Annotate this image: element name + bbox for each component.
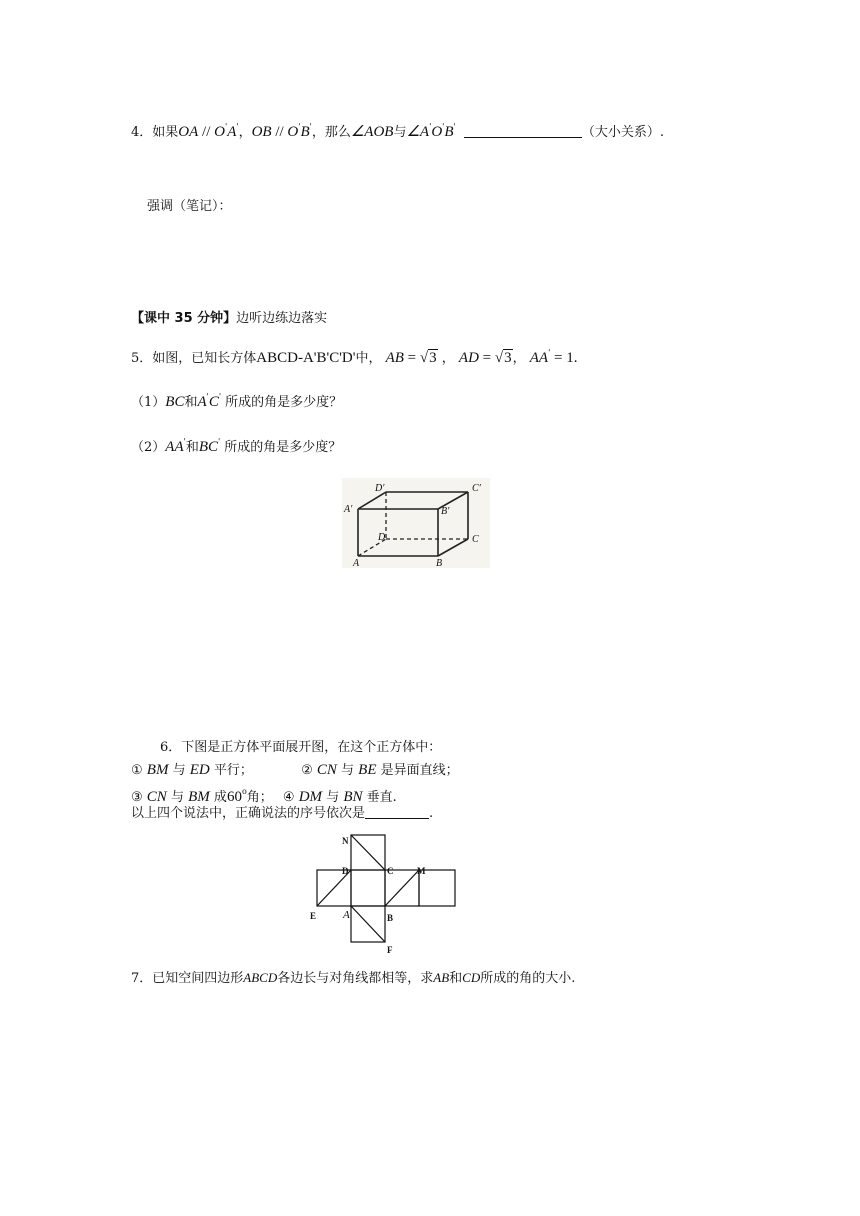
label-a: A [353, 558, 360, 568]
label-b: B [436, 558, 443, 568]
q4-prime-2: ' [236, 122, 239, 131]
q7-abcd: ABCD [243, 970, 278, 985]
q4-prime-6: ' [442, 122, 445, 131]
q4-a1: A [227, 124, 237, 140]
q7-end: 所成的角的大小. [480, 971, 576, 986]
s1-end: 平行； [213, 763, 253, 778]
q4-comma: ， [238, 125, 252, 140]
s3-form: 成 [213, 790, 227, 805]
label-a-prime: A′ [344, 504, 353, 515]
q5-radicand-1: 3 [429, 350, 437, 366]
q5-p2-prime-a: ' [183, 437, 186, 446]
net-label-d: D [342, 866, 349, 876]
q7-and: 和 [449, 971, 463, 986]
q5-eq-1: = [403, 350, 420, 366]
s1-bm: BM [146, 762, 169, 778]
s3-number: ③ [131, 790, 143, 805]
q5-eq-2: = [478, 350, 495, 366]
net-label-n: N [342, 836, 349, 846]
net-label-f: F [387, 945, 393, 955]
q6-conclusion-end: . [429, 806, 434, 821]
q5-p2-aa: AA [165, 439, 184, 455]
q5-intro: 5．如图，已知长方体 [131, 351, 257, 366]
q4-then: ，那么 [311, 125, 351, 140]
q4-o3: O [431, 124, 443, 140]
q4-number: 4． [131, 125, 153, 140]
q4-prime-5: ' [429, 122, 432, 131]
q5-p1-a: A [197, 394, 207, 410]
q5-one: 1. [566, 350, 578, 366]
s4-end: 垂直. [366, 790, 397, 805]
q7-ab: AB [433, 970, 450, 985]
q5-aa: AA [529, 350, 549, 366]
question-6-statements-3-4 [131, 783, 397, 807]
diagonal-a-f [351, 906, 385, 942]
question-7 [131, 969, 575, 988]
q4-o1: O [214, 124, 225, 140]
q7-mid: 各边长与对角线都相等，求 [277, 971, 434, 986]
s3-end: 角； [246, 790, 273, 805]
q5-p1-bc: BC [165, 394, 185, 410]
q4-parallel-2: // [271, 124, 288, 140]
q6-answer-blank[interactable] [365, 818, 429, 819]
cuboid-figure [342, 478, 490, 568]
q5-ad: AD [458, 350, 479, 366]
q5-p1-c: C [208, 394, 219, 410]
s2-with: 与 [341, 763, 355, 778]
q5-eq-3: = [550, 350, 567, 366]
q4-tail: （大小关系）. [581, 125, 665, 140]
q5-p1-label: （1） [131, 395, 166, 410]
label-d: D [378, 532, 386, 543]
question-5 [131, 344, 578, 368]
s1-ed: ED [189, 762, 210, 778]
q5-p2-question: 所成的角是多少度？ [224, 440, 342, 455]
s3-degree-sign: o [241, 787, 247, 796]
label-b-prime: B′ [441, 506, 450, 517]
q7-cd: CD [462, 970, 481, 985]
section-subtitle: 边听边练边落实 [236, 311, 328, 326]
label-d-prime: D′ [375, 483, 385, 494]
s1-with: 与 [172, 763, 186, 778]
s2-be: BE [358, 762, 377, 778]
s1-number: ① [131, 763, 143, 778]
s2-number: ② [301, 763, 313, 778]
question-6-conclusion [131, 805, 433, 823]
q4-and: 与 [393, 125, 407, 140]
q5-sqrt3-2: √3 [494, 350, 512, 366]
section-heading [131, 310, 327, 328]
q4-oa: OA [178, 124, 199, 140]
question-6-intro: 6．下图是正方体平面展开图，在这个正方体中： [160, 740, 442, 755]
q5-sep-2: ， [512, 351, 526, 366]
q5-p1-question: 所成的角是多少度？ [225, 395, 343, 410]
question-5-part-2 [131, 433, 341, 457]
section-title: 【课中 35 分钟】 [131, 311, 237, 326]
s2-cn: CN [316, 762, 337, 778]
label-c-prime: C′ [472, 483, 481, 494]
s3-degree-value: 60 [226, 789, 242, 805]
notes-label: 强调（笔记）： [147, 199, 232, 214]
s4-bn: BN [343, 789, 363, 805]
question-4 [131, 118, 664, 142]
s2-end: 是异面直线； [380, 763, 459, 778]
diagonal-n-c [351, 835, 385, 870]
q5-p2-bc: BC [198, 439, 218, 455]
s3-bm: BM [188, 789, 210, 805]
q5-prime: ' [548, 348, 551, 357]
q4-if: 如果 [152, 125, 179, 140]
q7-intro: 7．已知空间四边形 [131, 971, 244, 986]
q5-sep-1: ， [437, 351, 455, 366]
q5-zhong: 中， [355, 351, 382, 366]
net-label-b: B [387, 913, 394, 923]
q5-solid-name: ABCD-A'B'C'D' [256, 350, 356, 366]
q4-o2: O [287, 124, 299, 140]
q4-prime-4: ' [309, 122, 312, 131]
net-label-c: C [387, 866, 394, 876]
q5-radicand-2: 3 [504, 350, 512, 366]
q5-sqrt3-1: √3 [419, 350, 437, 366]
question-6-statements-1-2 [131, 761, 459, 780]
q5-p1-and: 和 [184, 395, 198, 410]
s4-with: 与 [326, 790, 340, 805]
net-label-a: A [343, 909, 350, 921]
label-c: C [472, 534, 479, 545]
net-label-m: M [417, 866, 426, 876]
q4-prime-1: ' [224, 122, 228, 131]
s4-dm: DM [298, 789, 323, 805]
q4-answer-blank[interactable] [464, 137, 582, 138]
question-5-part-1 [131, 388, 342, 412]
q5-p2-prime-c: ' [218, 437, 221, 446]
q4-ob: OB [251, 124, 272, 140]
q4-angle-prefix: ∠A [406, 124, 430, 140]
q5-p1-prime-a: ' [206, 392, 209, 401]
s4-number: ④ [282, 790, 295, 805]
q4-parallel-1: // [198, 124, 215, 140]
q4-prime-3: ' [298, 122, 301, 131]
q6-conclusion-text: 以上四个说法中，正确说法的序号依次是 [131, 806, 366, 821]
q4-b1: B [300, 124, 310, 140]
q4-prime-7: ' [453, 122, 456, 131]
q5-p2-and: 和 [185, 440, 199, 455]
q4-angle-aob: ∠AOB [350, 124, 394, 140]
q5-ab: AB [385, 350, 404, 366]
q5-p1-prime-c: ' [218, 392, 222, 401]
net-label-e: E [310, 911, 317, 921]
s3-with: 与 [170, 790, 184, 805]
q4-b2: B [444, 124, 454, 140]
s3-cn: CN [146, 789, 167, 805]
q5-p2-label: （2） [131, 440, 166, 455]
net-square-center [351, 870, 385, 906]
cube-net-figure [306, 830, 466, 960]
